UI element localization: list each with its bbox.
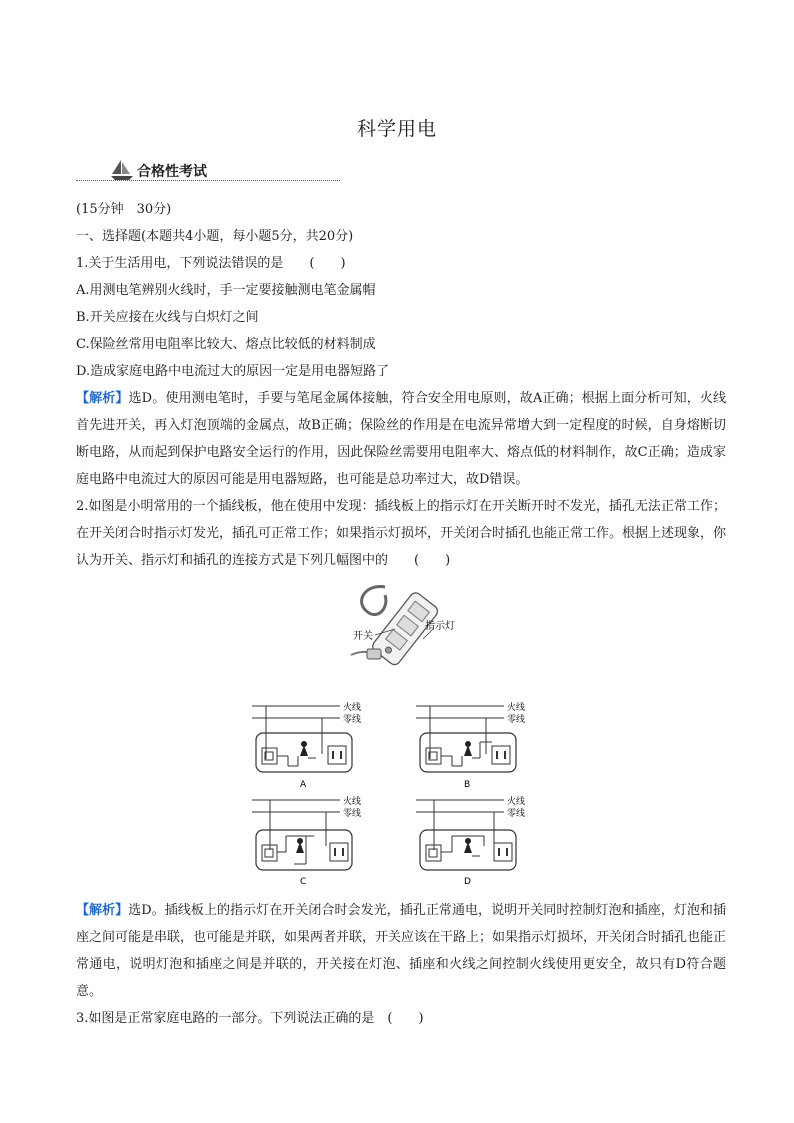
time-score: (15分钟 30分) [76, 202, 172, 217]
switch-label: 开关 [353, 631, 373, 642]
question-3-stem: 3.如图是正常家庭电路的一部分。下列说法正确的是 ( ) [76, 1011, 424, 1026]
section-divider [76, 180, 340, 181]
neutral-wire-label: 零线 [507, 809, 526, 819]
q1-option-d: D.造成家庭电路中电流过大的原因一定是用电器短路了 [76, 364, 390, 379]
page-title: 科学用电 [356, 118, 437, 140]
option-c-label: C [300, 877, 307, 887]
q1-option-c: C.保险丝常用电阻率比较大、熔点比较低的材料制成 [76, 337, 376, 352]
analysis-text: 选D。插线板上的指示灯在开关闭合时会发光，插孔正常通电，说明开关同时控制灯泡和插座，灯泡和插座之间可能是串联，也可能是并联，如果两者并联，开关应该在干路上；如果指示灯损坏，开关闭合时插孔也能正常通电，说明灯泡和插座之间是并联的，开关接在灯泡、插座和火线之间控制火线使用更安全，故只有D符合题意。 [76, 903, 727, 999]
neutral-wire-label: 零线 [343, 809, 362, 819]
circuit-diagram-c [250, 790, 400, 888]
circuit-diagram-d [414, 790, 564, 888]
neutral-wire-label: 零线 [507, 715, 526, 725]
analysis-tag: 【解析】 [76, 903, 129, 918]
analysis-text: 选D。使用测电笔时，手要与笔尾金属体接触，符合安全用电原则，故A正确；根据上面分析可知，火线首先进开关，再入灯泡顶端的金属点，故B正确；保险丝的作用是在电流异常增大到一定程度的时候，自身熔断切断电路，从而起到保护电路安全运行的作用，因此保险丝需要用电阻率大、熔点低的材料制作，故C正确；造成家庭电路中电流过大的原因可能是用电器短路，也可能是总功率过大，故D错误。 [76, 391, 726, 487]
neutral-wire-label: 零线 [343, 715, 362, 725]
circuit-diagram-a [250, 696, 400, 792]
circuit-diagram-b [414, 696, 564, 792]
option-b-label: B [464, 780, 471, 790]
section-label: 合格性考试 [137, 164, 207, 180]
q1-option-b: B.开关应接在火线与白炽灯之间 [76, 310, 259, 325]
analysis-tag: 【解析】 [76, 391, 129, 406]
question-2-stem: 2.如图是小明常用的一个插线板，他在使用中发现：插线板上的指示灯在开关断开时不发光，插孔无法正常工作；在开关闭合时指示灯发光，插孔可正常工作；如果指示灯损坏，开关闭合时插孔也能正常工作。根据上述现象，你认为开关、指示灯和插孔的连接方式是下列几幅图中的 ( ) [76, 499, 727, 568]
q1-option-a: A.用测电笔辨别火线时，手一定要接触测电笔金属帽 [76, 283, 376, 298]
q2-analysis [76, 897, 726, 1005]
live-wire-label: 火线 [507, 703, 526, 713]
power-strip-figure [345, 583, 465, 675]
sailboat-icon [110, 159, 134, 181]
live-wire-label: 火线 [507, 797, 526, 807]
indicator-label: 指示灯 [425, 621, 455, 632]
question-1-stem: 1.关于生活用电，下列说法错误的是 ( ) [76, 256, 346, 271]
option-d-label: D [464, 877, 471, 887]
live-wire-label: 火线 [343, 703, 362, 713]
option-a-label: A [300, 780, 307, 790]
q1-analysis [76, 385, 726, 493]
part-heading: 一、选择题(本题共4小题，每小题5分，共20分) [76, 229, 354, 244]
live-wire-label: 火线 [343, 797, 362, 807]
